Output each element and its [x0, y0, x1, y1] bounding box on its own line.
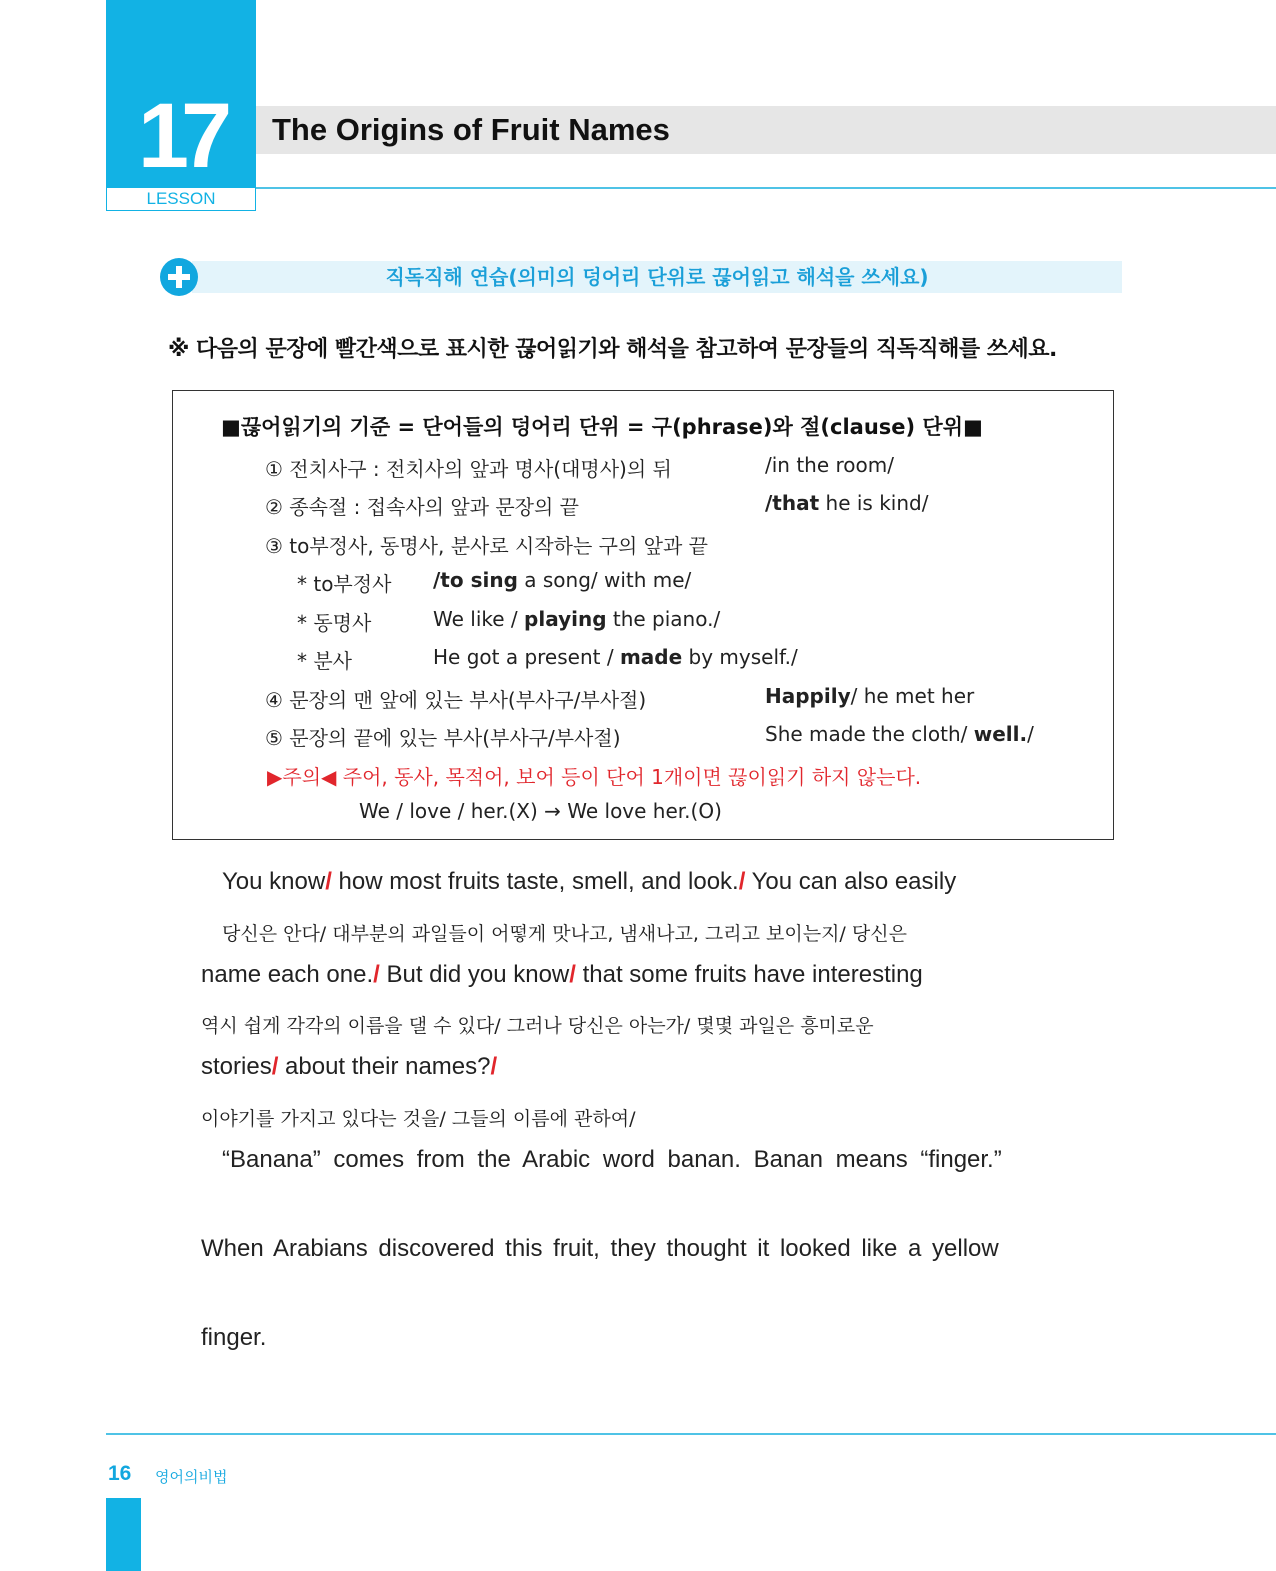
lesson-number: 17: [137, 85, 225, 187]
rule-3a-example: /to sing a song/ with me/: [433, 568, 692, 592]
passage-line-2: name each one./ But did you know/ that some fruits have interesting: [201, 961, 923, 988]
instruction-text: ※ 다음의 문장에 빨간색으로 표시한 끊어읽기와 해석을 참고하여 문장들의 직독직해를 쓰세요.: [168, 337, 1057, 362]
rule-3a-label: * to부정사: [297, 572, 392, 596]
rule-2-label: ② 종속절 : 접속사의 앞과 문장의 끝: [265, 495, 579, 519]
rule-5-example: She made the cloth/ well./: [765, 722, 1034, 746]
passage-line-1: You know/ how most fruits taste, smell, and look./ You can also easily: [222, 868, 957, 895]
rule-4-example: Happily/ he met her: [765, 684, 975, 708]
translation-line-3: 이야기를 가지고 있다는 것을/ 그들의 이름에 관하여/: [201, 1108, 636, 1130]
rules-title: ■끊어읽기의 기준 = 단어들의 덩어리 단위 = 구(phrase)와 절(clause) 단위■: [221, 415, 983, 439]
rule-2-example: /that he is kind/: [765, 491, 929, 515]
page-title: The Origins of Fruit Names: [272, 112, 670, 147]
passage-line-5: When Arabians discovered this fruit, they thought it looked like a yellow: [201, 1235, 999, 1262]
page-number: 16: [108, 1462, 132, 1485]
rule-5-label: ⑤ 문장의 끝에 있는 부사(부사구/부사절): [265, 726, 621, 750]
footer-divider: [106, 1433, 1276, 1435]
rule-3b-example: We like / playing the piano./: [433, 607, 721, 631]
rule-1-example: /in the room/: [765, 453, 894, 477]
rule-3b-label: * 동명사: [297, 611, 372, 635]
header-divider: [256, 187, 1276, 189]
section-title: 직독직해 연습(의미의 덩어리 단위로 끊어읽고 해석을 쓰세요): [385, 265, 929, 289]
passage-line-6: finger.: [201, 1324, 267, 1351]
passage-line-4: “Banana” comes from the Arabic word banan. Banan means “finger.”: [222, 1146, 1002, 1173]
rule-note-example: We / love / her.(X) → We love her.(O): [359, 799, 722, 823]
rules-box: [172, 390, 1114, 840]
translation-line-2: 역시 쉽게 각각의 이름을 댈 수 있다/ 그러나 당신은 아는가/ 몇몇 과일은 흥미로운: [201, 1015, 874, 1037]
rule-3c-example: He got a present / made by myself./: [433, 645, 798, 669]
rule-3c-label: * 분사: [297, 649, 352, 673]
rule-3-label: ③ to부정사, 동명사, 분사로 시작하는 구의 앞과 끝: [265, 534, 708, 558]
passage-line-3: stories/ about their names?/: [201, 1053, 498, 1080]
footer-tab: [106, 1498, 141, 1571]
rule-1-label: ① 전치사구 : 전치사의 앞과 명사(대명사)의 뒤: [265, 457, 672, 481]
rule-4-label: ④ 문장의 맨 앞에 있는 부사(부사구/부사절): [265, 688, 647, 712]
book-name: 영어의비법: [155, 1468, 228, 1486]
rule-note: ▶주의◀ 주어, 동사, 목적어, 보어 등이 단어 1개이면 끊이읽기 하지 않는다.: [267, 765, 922, 789]
translation-line-1: 당신은 안다/ 대부분의 과일들이 어떻게 맛나고, 냄새나고, 그리고 보이는지/ 당신은: [222, 923, 907, 945]
lesson-label: LESSON: [106, 188, 256, 211]
